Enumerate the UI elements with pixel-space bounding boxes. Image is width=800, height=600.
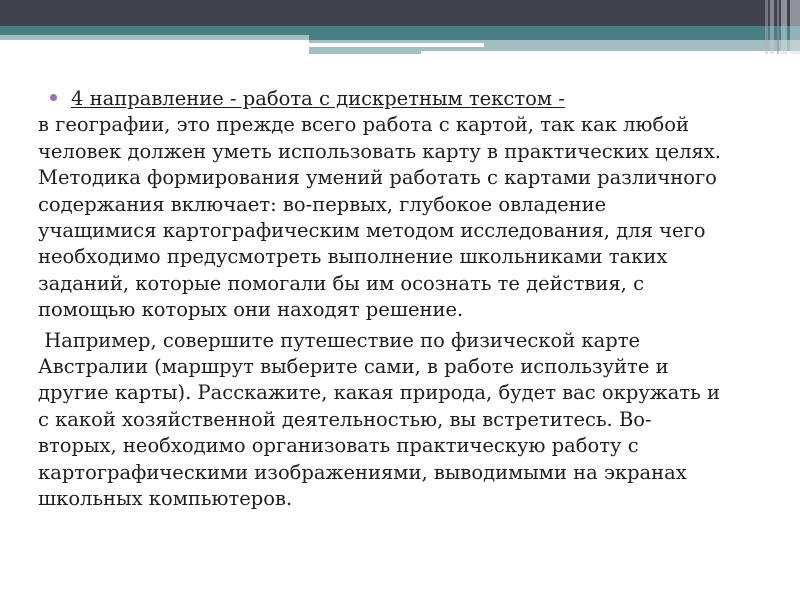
banner-light-band-left: [0, 35, 309, 40]
bullet-heading: 4 направление - работа с дискретным текстом -: [71, 87, 565, 110]
paragraph-2: [38, 328, 738, 513]
text-line: необходимо предусмотреть выполнение школьниками таких: [38, 245, 668, 269]
text-line: в географии, это прежде всего работа с картой, так как любой: [38, 113, 689, 137]
text-line: содержания включает: во-первых, глубокое овладение: [38, 192, 607, 216]
text-line: Методика формирования умений работать с картами различного: [38, 166, 717, 190]
text-line: другие карты). Расскажите, какая природа, будет вас окружать и: [38, 381, 720, 405]
text-line: Например, совершите путешествие по физической карте: [38, 328, 641, 352]
bullet-item: [50, 86, 738, 112]
banner-white-tail: [421, 51, 800, 54]
slide-body: [38, 86, 738, 513]
banner-stripe: [781, 0, 787, 54]
text-line: учащимися картографическим методом исследования, для чего: [38, 219, 706, 243]
banner-stripe: [765, 0, 768, 54]
text-line: с какой хозяйственной деятельностью, вы встретитесь. Во-: [38, 407, 652, 431]
banner-stripe: [790, 0, 800, 54]
text-line: заданий, которые помогали бы им осознать те действия, с: [38, 271, 645, 295]
banner-stripe: [777, 0, 779, 54]
paragraph-1: [38, 112, 738, 323]
text-line: человек должен уметь использовать карту в практических целях.: [38, 139, 722, 163]
text-line: Австралии (маршрут выберите сами, в работе используйте и: [38, 355, 669, 379]
text-line: вторых, необходимо организовать практическую работу с: [38, 434, 639, 458]
bullet-dot-icon: [50, 94, 57, 101]
text-line: помощью которых они находят решение.: [38, 298, 464, 322]
banner-white-line: [309, 43, 484, 47]
text-line: картографическими изображениями, выводимыми на экранах: [38, 460, 687, 484]
banner-stripe: [770, 0, 774, 54]
header-banner: [0, 0, 800, 60]
banner-dark-band: [0, 0, 800, 26]
text-line: школьных компьютеров.: [38, 487, 293, 511]
